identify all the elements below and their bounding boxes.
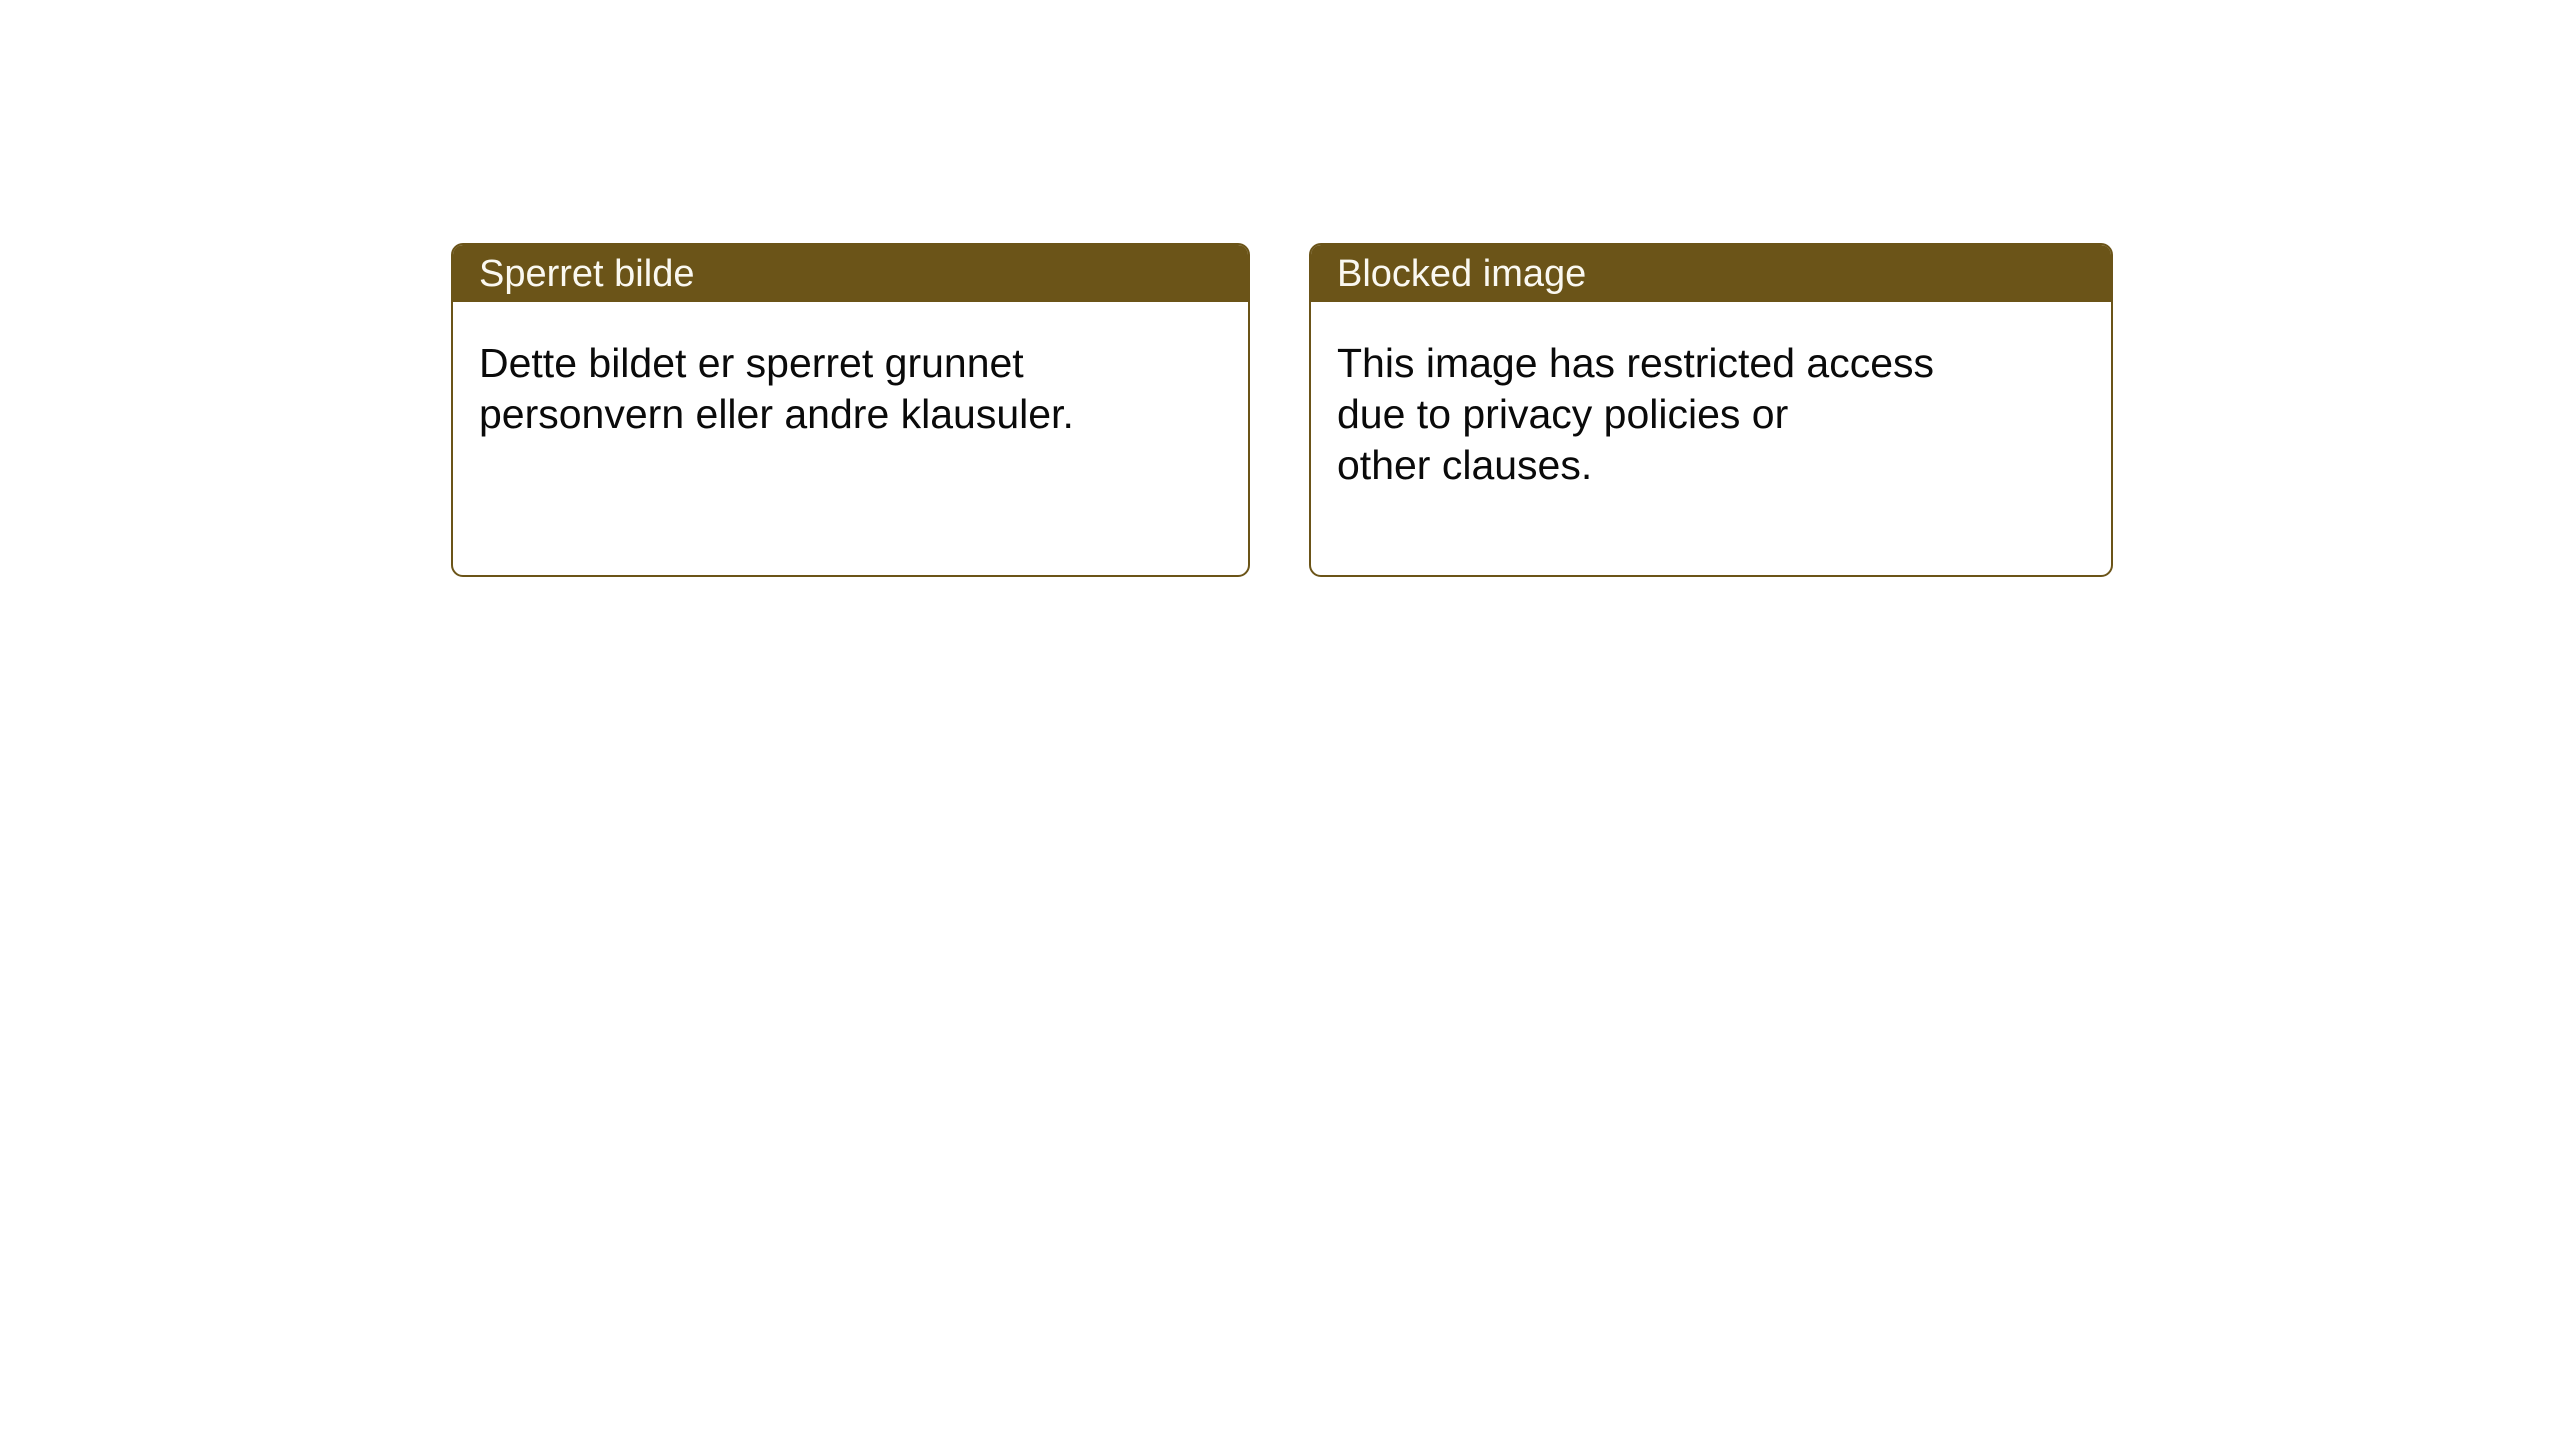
card-body-line: Dette bildet er sperret grunnet xyxy=(479,340,1024,386)
card-title: Sperret bilde xyxy=(479,252,695,295)
card-body-line: due to privacy policies or xyxy=(1337,391,1789,437)
card-body-line: This image has restricted access xyxy=(1337,340,1935,386)
card-body-line: personvern eller andre klausuler. xyxy=(479,391,1074,437)
sperret-bilde-card xyxy=(451,243,1250,577)
card-header-bar xyxy=(453,245,1248,302)
card-body xyxy=(453,302,1248,440)
blocked-image-card xyxy=(1309,243,2113,577)
card-body xyxy=(1311,302,2111,491)
card-title: Blocked image xyxy=(1337,252,1587,295)
card-header-bar xyxy=(1311,245,2111,302)
card-body-line: other clauses. xyxy=(1337,442,1593,488)
